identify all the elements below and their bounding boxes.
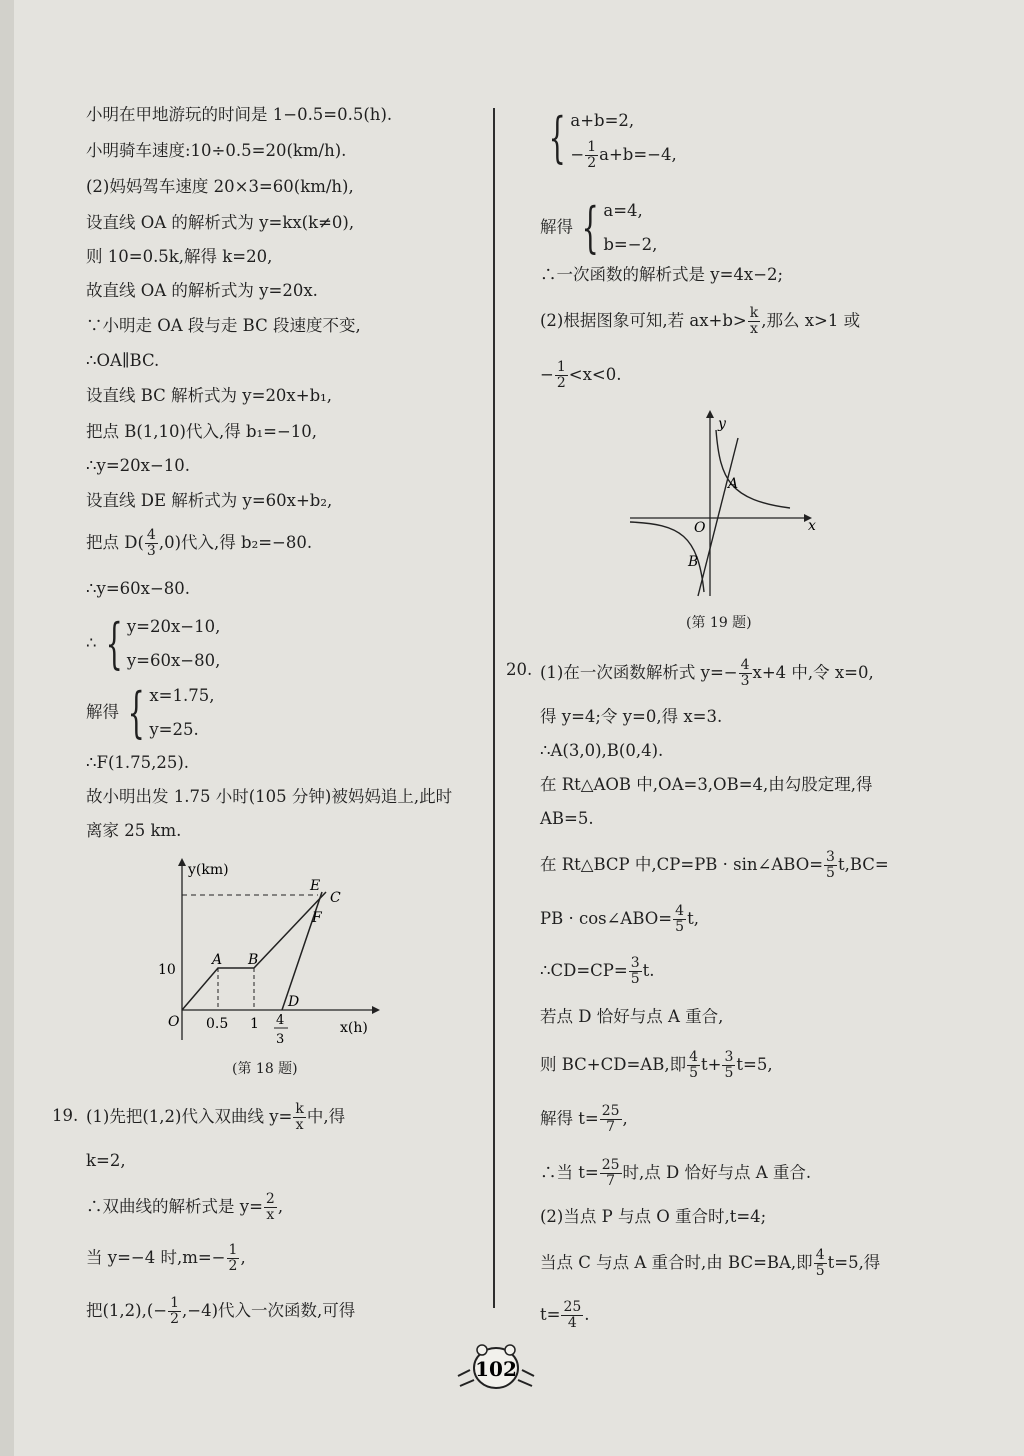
equation-system: [540, 104, 677, 172]
brace-icon: {: [105, 612, 123, 675]
system-rows: [570, 104, 676, 172]
text-segment: t=5,: [736, 1055, 773, 1074]
fraction: [600, 1158, 622, 1189]
text-segment: (1)先把(1,2)代入双曲线 y=: [86, 1107, 293, 1126]
text-segment: 当 y=−4 时,m=−: [86, 1248, 226, 1267]
text-segment: ∴当 t=: [540, 1163, 599, 1182]
equation-system: [86, 679, 214, 747]
denominator: 4: [567, 1315, 577, 1331]
text-segment: ,0)代入,得 b₂=−80.: [158, 533, 313, 552]
y-axis-arrow-icon: [706, 410, 714, 418]
text-segment: ∴双曲线的解析式是 y=: [86, 1197, 263, 1216]
mascot-eye-icon: [477, 1345, 487, 1355]
fraction: [673, 904, 686, 935]
numerator: 3: [630, 955, 640, 971]
denominator: 5: [815, 1263, 825, 1279]
axis-label: y(km): [188, 862, 229, 878]
denominator: x: [266, 1207, 275, 1223]
text-segment: a+b=−4,: [599, 145, 677, 164]
numerator: 1: [556, 359, 566, 375]
system-rows: [149, 679, 214, 747]
tick-label: 4: [276, 1013, 285, 1028]
tick-label: 10: [158, 962, 176, 978]
axis-label: x(h): [340, 1020, 368, 1036]
fraction: [293, 1102, 305, 1133]
system-row: y=25.: [149, 720, 199, 739]
text-segment: t.: [642, 961, 655, 980]
numerator: 4: [689, 1049, 699, 1065]
text-line: ∵小明走 OA 段与走 BC 段速度不变,: [86, 316, 361, 335]
denominator: 5: [630, 971, 640, 987]
axis-label: x: [808, 518, 816, 534]
text-line: 得 y=4;令 y=0,得 x=3.: [540, 707, 723, 726]
text-line: 把点 B(1,10)代入,得 b₁=−10,: [86, 422, 318, 441]
fraction: [687, 1050, 700, 1081]
text-segment: 解得: [540, 217, 573, 237]
brace-icon: {: [127, 681, 145, 744]
question-number: 19.: [52, 1106, 79, 1125]
text-line: ∴F(1.75,25).: [86, 753, 190, 772]
fraction: [629, 956, 642, 987]
text-line: 小明骑车速度:10÷0.5=20(km/h).: [86, 141, 347, 160]
text-line: ∴A(3,0),B(0,4).: [540, 741, 664, 760]
fraction: [814, 1248, 827, 1279]
question-number: 20.: [506, 660, 533, 679]
point-label: A: [212, 952, 223, 968]
text-segment: PB · cos∠ABO=: [540, 909, 673, 928]
text-line-fraction: [540, 1248, 880, 1279]
point-label: C: [330, 890, 341, 906]
text-segment: t=: [540, 1305, 561, 1324]
text-line: 若点 D 恰好与点 A 重合,: [540, 1007, 724, 1026]
numerator: k: [295, 1101, 304, 1117]
fraction: [227, 1243, 240, 1274]
numerator: 25: [601, 1157, 620, 1173]
numerator: 4: [740, 657, 750, 673]
numerator: k: [749, 305, 759, 321]
text-line: 设直线 DE 解析式为 y=60x+b₂,: [86, 491, 333, 510]
point-label: E: [310, 878, 321, 894]
point-label: B: [248, 952, 259, 968]
fraction: [264, 1192, 277, 1223]
system-row: y=20x−10,: [126, 617, 221, 636]
text-line: 故直线 OA 的解析式为 y=20x.: [86, 281, 318, 300]
system-row: y=60x−80,: [126, 651, 221, 670]
text-segment: 在 Rt△BCP 中,CP=PB · sin∠ABO=: [540, 855, 824, 874]
numerator: 3: [724, 1049, 734, 1065]
denominator: 3: [146, 543, 156, 559]
fraction: [555, 360, 568, 391]
text-segment: ,: [277, 1197, 284, 1216]
text-line: 在 Rt△AOB 中,OA=3,OB=4,由勾股定理,得: [540, 775, 873, 794]
text-segment: −: [570, 145, 585, 164]
origin-label: O: [168, 1014, 180, 1030]
text-segment: x+4 中,令 x=0,: [752, 663, 874, 682]
system-row: x=1.75,: [149, 686, 215, 705]
text-segment: ,那么 x>1 或: [761, 311, 861, 330]
text-line-fraction: [86, 1243, 246, 1274]
axis-label: y: [718, 416, 726, 432]
text-segment: 则 BC+CD=AB,即: [540, 1055, 687, 1074]
numerator: 4: [146, 527, 156, 543]
fraction: [748, 306, 760, 337]
page-number: 102: [475, 1357, 517, 1381]
text-line-fraction: [540, 956, 655, 987]
text-segment: (1)在一次函数解析式 y=−: [540, 663, 738, 682]
brace-icon: {: [548, 106, 566, 169]
text-line-fraction: [86, 1296, 355, 1327]
text-line-fraction: [86, 528, 312, 559]
text-line-fraction: [540, 1300, 590, 1331]
text-segment: −: [540, 365, 554, 384]
brace-icon: {: [581, 196, 599, 259]
denominator: 7: [606, 1173, 616, 1189]
numerator: 1: [587, 139, 597, 155]
fraction: [561, 1300, 583, 1331]
text-segment: <x<0.: [568, 365, 622, 384]
text-line: ∴一次函数的解析式是 y=4x−2;: [540, 265, 784, 284]
numerator: 1: [228, 1242, 238, 1258]
text-line-fraction: [540, 360, 621, 391]
text-segment: .: [584, 1305, 590, 1324]
text-line-fraction: [86, 1102, 345, 1133]
text-line: ∴y=20x−10.: [86, 456, 191, 475]
system-row: b=−2,: [603, 235, 658, 254]
mascot-eye-icon: [505, 1345, 515, 1355]
denominator: 5: [826, 865, 835, 881]
page-number-badge: [456, 1340, 536, 1396]
point-label: D: [288, 994, 300, 1010]
denominator: 5: [675, 919, 685, 935]
text-line-fraction: [540, 1158, 811, 1189]
text-segment: t=5,得: [827, 1253, 881, 1272]
text-line-fraction: [86, 1192, 283, 1223]
fraction: [145, 528, 158, 559]
system-row: a=4,: [603, 201, 643, 220]
figure-caption: (第 19 题): [686, 615, 752, 631]
text-line: 离家 25 km.: [86, 821, 182, 840]
text-segment: 把(1,2),(−: [86, 1301, 168, 1320]
system-row: a+b=2,: [570, 111, 635, 130]
text-segment: ∴: [86, 633, 97, 653]
text-line-fraction: [540, 904, 699, 935]
denominator: 5: [724, 1065, 734, 1081]
figure-caption: (第 18 题): [232, 1061, 298, 1077]
text-segment: t,BC=: [837, 855, 889, 874]
text-segment: 中,得: [306, 1107, 346, 1126]
text-line: k=2,: [86, 1151, 126, 1170]
denominator: x: [295, 1117, 304, 1133]
text-segment: ,: [240, 1248, 246, 1267]
system-rows: [603, 194, 657, 262]
denominator: x: [750, 321, 758, 337]
graph-19: [620, 400, 830, 600]
denominator: 7: [606, 1119, 616, 1135]
point-label: B: [688, 554, 699, 570]
text-line-fraction: [540, 658, 874, 689]
graph-18: [150, 850, 390, 1050]
tick-label: 1: [250, 1016, 259, 1032]
text-segment: ∴CD=CP=: [540, 961, 628, 980]
text-line: AB=5.: [540, 809, 594, 828]
origin-label: O: [694, 520, 706, 536]
fraction: [739, 658, 752, 689]
text-segment: ,: [622, 1109, 628, 1128]
numerator: 4: [675, 903, 685, 919]
x-axis-arrow-icon: [372, 1006, 380, 1014]
page-edge-shadow: [0, 0, 14, 1456]
column-divider: [493, 108, 495, 1308]
text-segment: 把点 D(: [86, 533, 144, 552]
y-axis-arrow-icon: [178, 858, 186, 866]
text-line: (2)妈妈驾车速度 20×3=60(km/h),: [86, 177, 354, 196]
text-segment: 解得 t=: [540, 1109, 599, 1128]
fraction: [722, 1050, 735, 1081]
text-line-fraction: [540, 1050, 773, 1081]
numerator: 2: [265, 1191, 275, 1207]
text-line: 设直线 BC 解析式为 y=20x+b₁,: [86, 386, 332, 405]
text-segment: ,−4)代入一次函数,可得: [182, 1301, 356, 1320]
tick-label: 3: [276, 1032, 285, 1047]
text-line: 则 10=0.5k,解得 k=20,: [86, 247, 273, 266]
numerator: 3: [826, 849, 835, 865]
text-line: 故小明出发 1.75 小时(105 分钟)被妈妈追上,此时: [86, 787, 453, 806]
text-segment: t,: [687, 909, 699, 928]
fraction: [600, 1104, 622, 1135]
fraction: [168, 1296, 181, 1327]
denominator: 2: [587, 155, 597, 171]
text-line: 小明在甲地游玩的时间是 1−0.5=0.5(h).: [86, 105, 393, 124]
text-line: ∴y=60x−80.: [86, 579, 191, 598]
equation-system: [540, 194, 657, 262]
denominator: 2: [170, 1311, 180, 1327]
fraction: [824, 850, 837, 881]
denominator: 5: [689, 1065, 699, 1081]
numerator: 25: [601, 1103, 620, 1119]
fraction: [585, 140, 598, 171]
hyperbola-branch-right: [716, 430, 790, 508]
text-segment: 时,点 D 恰好与点 A 重合.: [622, 1163, 812, 1182]
text-line: 设直线 OA 的解析式为 y=kx(k≠0),: [86, 213, 355, 232]
numerator: 25: [563, 1299, 582, 1315]
numerator: 4: [815, 1247, 825, 1263]
system-rows: [127, 610, 221, 678]
equation-system: [86, 610, 220, 678]
text-segment: 当点 C 与点 A 重合时,由 BC=BA,即: [540, 1253, 813, 1272]
text-segment: (2)根据图象可知,若 ax+b>: [540, 311, 747, 330]
tick-label: 0.5: [206, 1016, 229, 1032]
numerator: 1: [170, 1295, 180, 1311]
denominator: 3: [740, 673, 750, 689]
denominator: 2: [228, 1258, 238, 1274]
text-segment: t+: [701, 1055, 722, 1074]
system-row-fraction: [570, 138, 676, 172]
line-y-4x-2: [698, 438, 738, 596]
denominator: 2: [556, 375, 566, 391]
text-line: ∴OA∥BC.: [86, 351, 160, 370]
point-label: F: [312, 910, 322, 926]
text-segment: 解得: [86, 702, 119, 722]
text-line-fraction: [540, 306, 860, 337]
text-line-fraction: [540, 1104, 628, 1135]
text-line-fraction: [540, 850, 889, 881]
point-label: A: [728, 476, 739, 492]
text-line: (2)当点 P 与点 O 重合时,t=4;: [540, 1207, 767, 1226]
